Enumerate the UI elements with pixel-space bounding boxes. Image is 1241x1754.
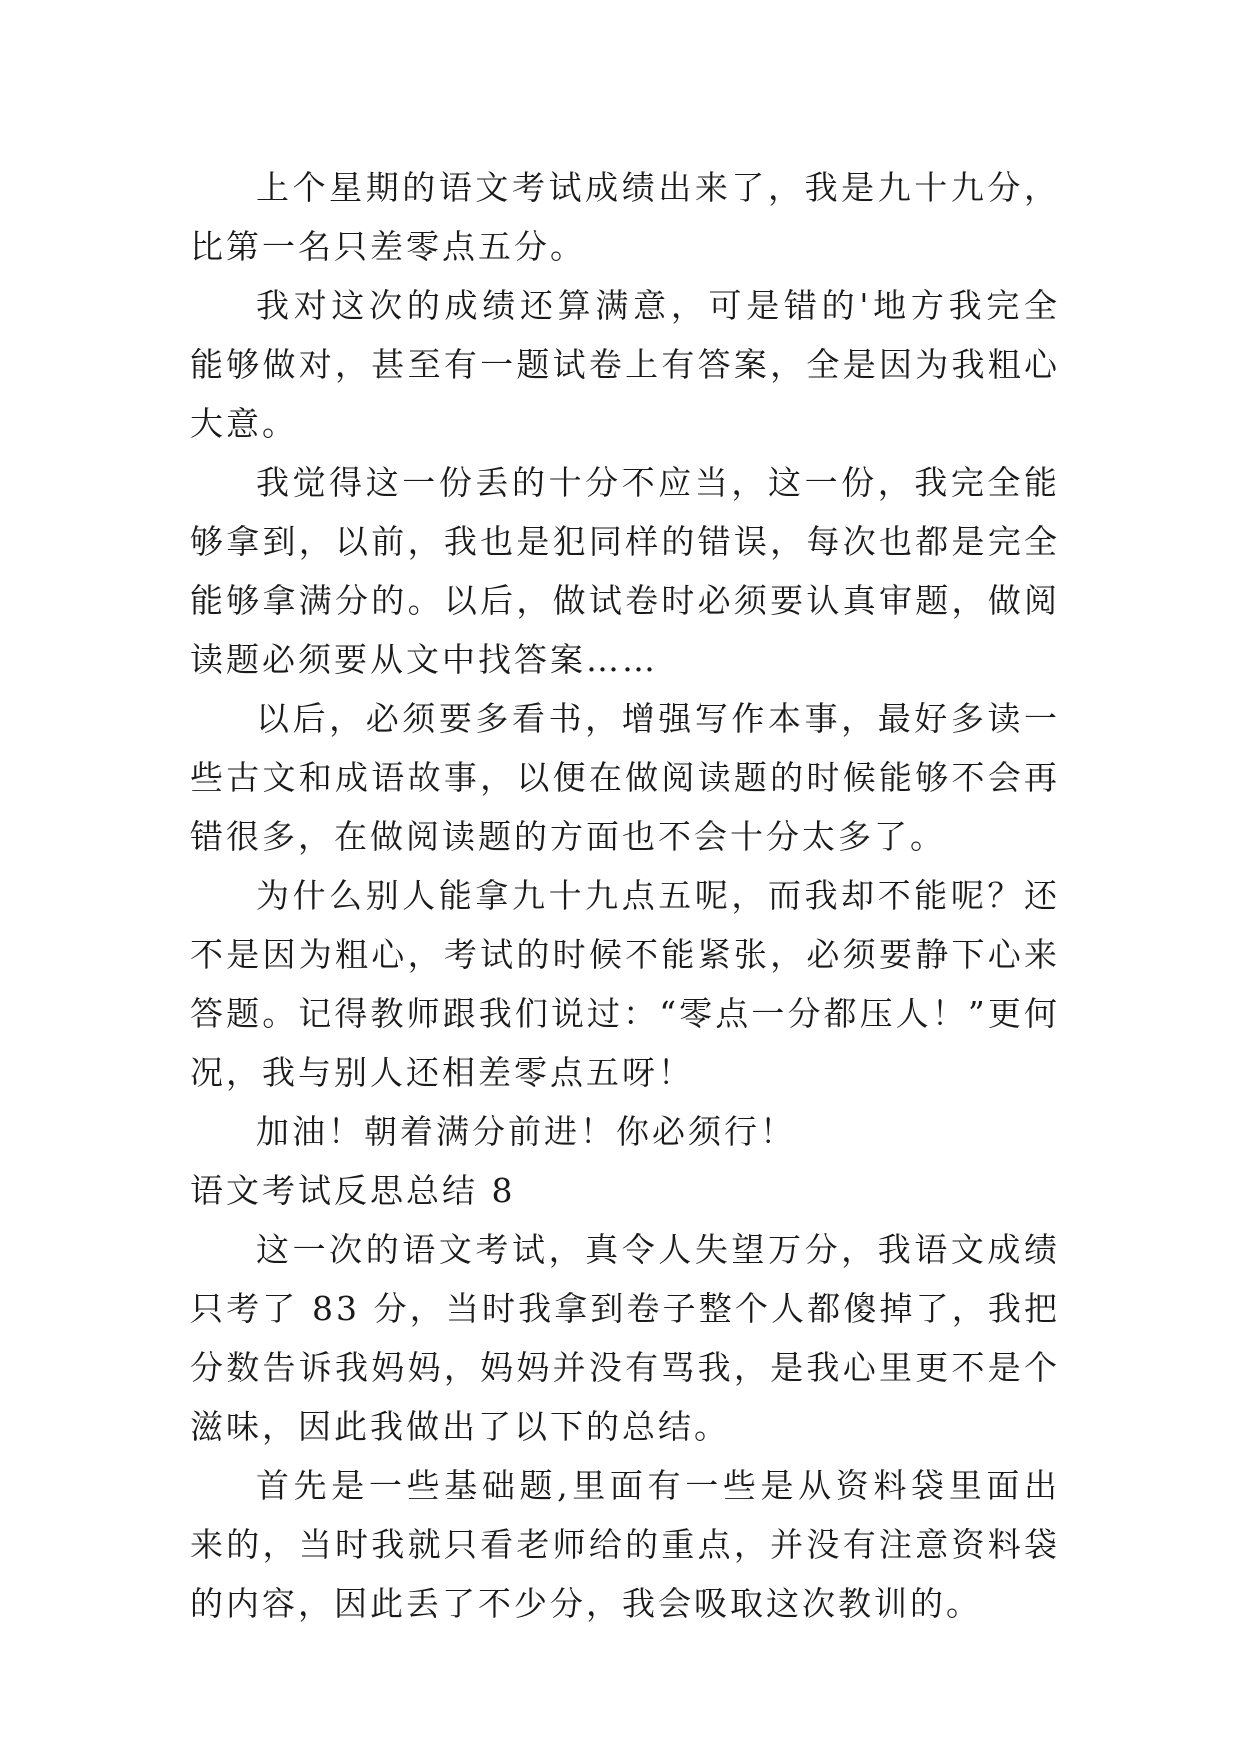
- document-body: [190, 158, 1060, 1633]
- paragraph-why-others: 为什么别人能拿九十九点五呢，而我却不能呢？还不是因为粗心，考试的时候不能紧张，必须要静下心来答题。记得教师跟我们说过：“零点一分都压人！”更何况，我与别人还相差零点五呀！: [190, 876, 1060, 1092]
- section-heading: 语文考试反思总结 8: [190, 1171, 516, 1210]
- paragraph-exam-score: 上个星期的语文考试成绩出来了，我是九十九分，比第一名只差零点五分。: [190, 168, 1060, 266]
- paragraph-basic-questions: 首先是一些基础题,里面有一些是从资料袋里面出来的，当时我就只看老师给的重点，并没有注意资料袋的内容，因此丢了不少分，我会吸取这次教训的。: [190, 1466, 1060, 1623]
- paragraph-satisfaction: 我对这次的成绩还算满意，可是错的'地方我完全能够做对，甚至有一题试卷上有答案，全是因为我粗心大意。: [190, 286, 1060, 443]
- paragraph-lost-points: 我觉得这一份丢的十分不应当，这一份，我完全能够拿到，以前，我也是犯同样的错误，每次也都是完全能够拿满分的。以后，做试卷时必须要认真审题，做阅读题必须要从文中找答案……: [190, 463, 1060, 679]
- paragraph-future-plan: 以后，必须要多看书，增强写作本事，最好多读一些古文和成语故事，以便在做阅读题的时候能够不会再错很多，在做阅读题的方面也不会十分太多了。: [190, 699, 1060, 856]
- paragraph-encouragement: 加油！朝着满分前进！你必须行！: [256, 1112, 796, 1151]
- paragraph-disappointing-exam: 这一次的语文考试，真令人失望万分，我语文成绩只考了 83 分，当时我拿到卷子整个人都傻掉了，我把分数告诉我妈妈，妈妈并没有骂我，是我心里更不是个滋味，因此我做出了以下的总结。: [190, 1230, 1060, 1446]
